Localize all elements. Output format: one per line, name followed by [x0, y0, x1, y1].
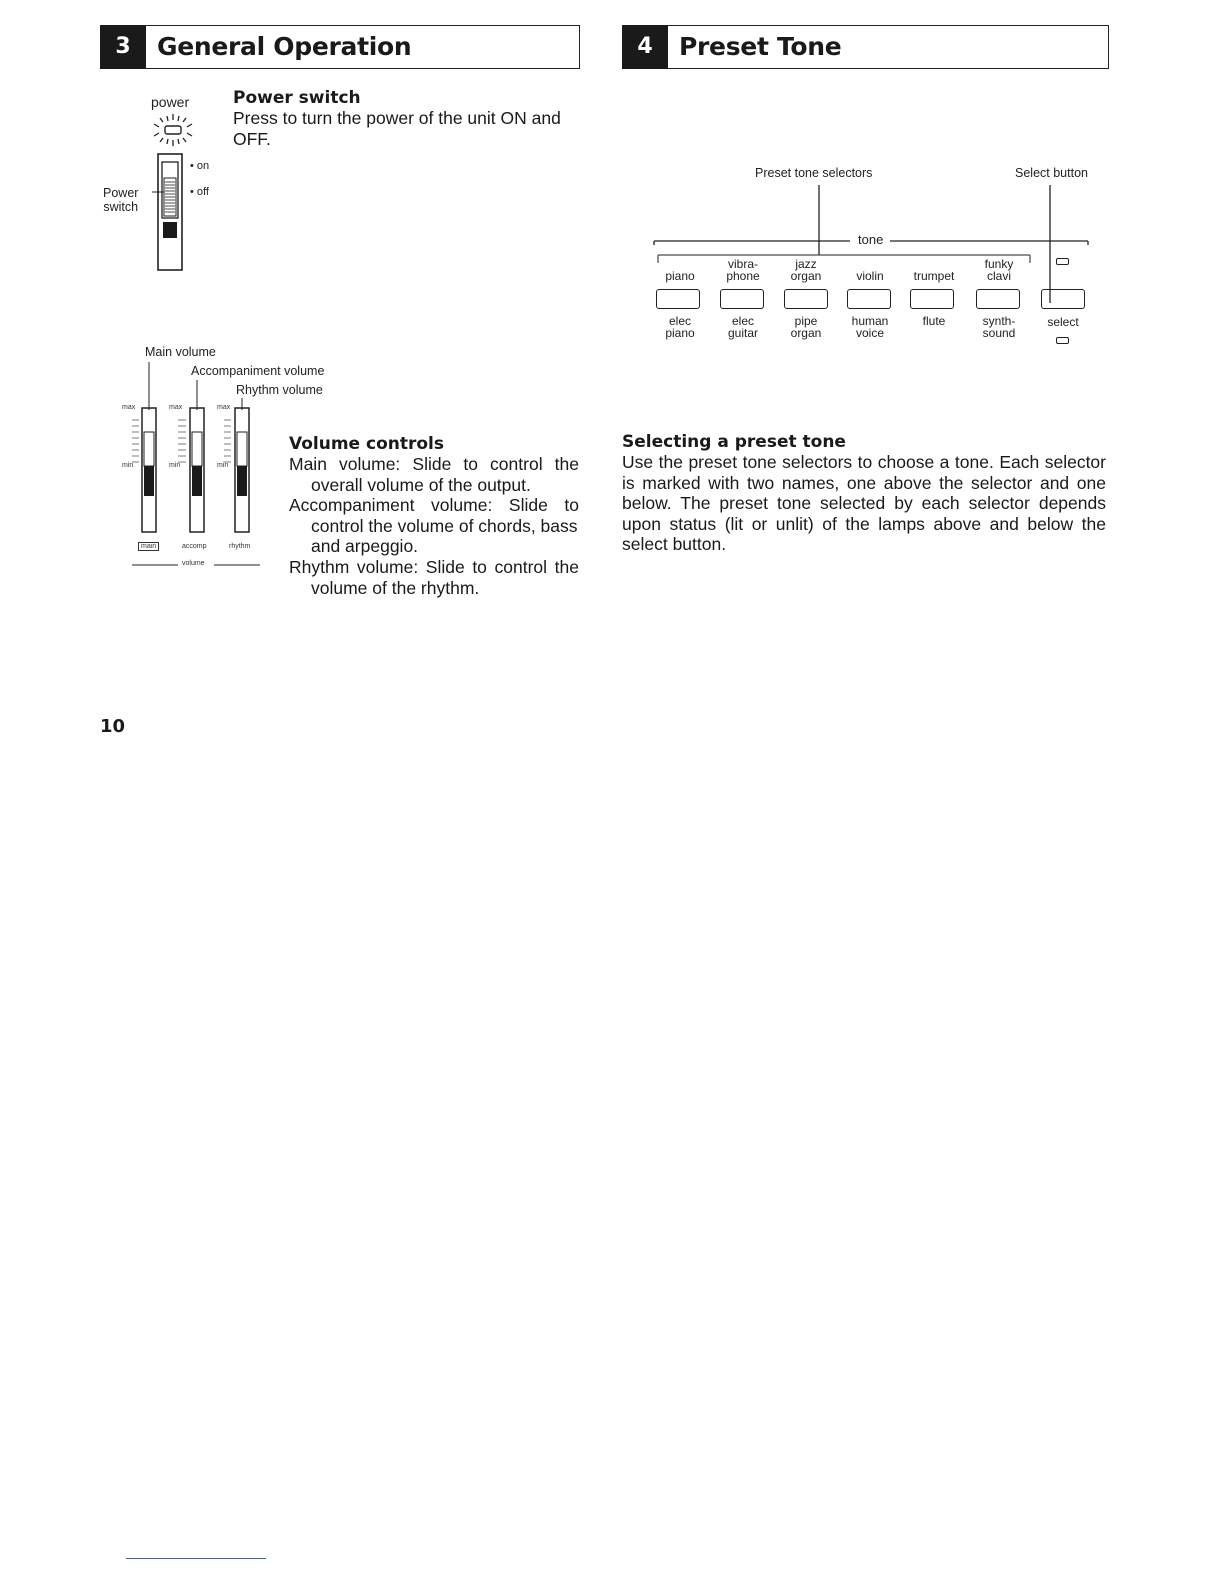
volume-controls-list	[289, 454, 579, 598]
lower-name-2: elec guitar	[727, 314, 759, 340]
preset-tone-selectors-label: Preset tone selectors	[755, 166, 873, 180]
upper-name-2: vibra- phone	[726, 257, 760, 283]
footer-rule	[126, 1558, 266, 1559]
rhythm-volume-label: Rhythm volume	[236, 383, 323, 397]
page-number: 10	[100, 716, 126, 737]
lower-name-5: flute	[922, 314, 946, 328]
power-switch-graphic	[150, 152, 190, 272]
section-3-title: General Operation	[157, 32, 412, 61]
main-volume-item: Main volume: Slide to control the	[289, 454, 579, 474]
lower-name-4: human voice	[851, 314, 889, 340]
selecting-preset-body: Use the preset tone selectors to choose a tone. Each selector is marked with two names, one above the selector and one below. The preset tone selected by each selector depends upon status (lit or unlit) of the lamps above and below the select button.	[622, 452, 1106, 555]
accomp-volume-item-cont: control the volume of chords, bass and arpeggio.	[311, 515, 578, 557]
main-volume-item-cont: overall volume of the output.	[311, 474, 531, 495]
fader-max-label-3: max	[217, 404, 231, 411]
fader-min-label-1: min	[122, 462, 134, 469]
select-button-label: Select button	[1015, 166, 1088, 180]
fader-min-label-2: min	[169, 462, 181, 469]
fader-label-main: main	[138, 542, 159, 551]
lower-name-3: pipe organ	[790, 314, 822, 340]
tone-selector-button-6[interactable]	[976, 289, 1020, 309]
upper-lamp	[1056, 258, 1069, 265]
upper-name-6: funky clavi	[984, 257, 1014, 283]
tone-selector-button-1[interactable]	[656, 289, 700, 309]
upper-name-5: trumpet	[913, 269, 955, 283]
lower-lamp	[1056, 337, 1069, 344]
accomp-volume-item: Accompaniment volume: Slide to	[289, 495, 579, 516]
power-on-label: • on	[190, 160, 210, 172]
tone-selector-button-5[interactable]	[910, 289, 954, 309]
upper-name-4: violin	[856, 269, 884, 283]
select-name: select	[1047, 315, 1079, 329]
power-switch-label: Power switch	[103, 186, 139, 214]
section-3-header	[100, 25, 580, 69]
section-3-number: 3	[100, 25, 146, 69]
fader-max-label-1: max	[122, 404, 136, 411]
section-4-title: Preset Tone	[679, 32, 842, 61]
accomp-volume-label: Accompaniment volume	[191, 364, 325, 378]
fader-label-rhythm: rhythm	[229, 543, 251, 550]
volume-group-label: volume	[182, 560, 205, 567]
tone-selector-button-4[interactable]	[847, 289, 891, 309]
upper-name-3: jazz organ	[790, 257, 822, 283]
power-lamp-label: power	[151, 94, 190, 110]
power-off-label: • off	[190, 186, 209, 198]
rhythm-volume-item: Rhythm volume: Slide to control the	[289, 556, 579, 577]
lower-name-6: synth- sound	[982, 314, 1016, 340]
section-4-number: 4	[622, 25, 668, 69]
select-button[interactable]	[1041, 289, 1085, 309]
fader-min-label-3: min	[217, 462, 229, 469]
section-4-header	[622, 25, 1109, 69]
tone-selector-button-3[interactable]	[784, 289, 828, 309]
selecting-preset-heading: Selecting a preset tone	[622, 432, 846, 452]
fader-max-label-2: max	[169, 404, 183, 411]
upper-name-1: piano	[665, 269, 695, 283]
fader-label-accomp: accomp	[182, 543, 207, 550]
tone-label: tone	[855, 232, 886, 247]
power-switch-heading: Power switch	[233, 88, 361, 108]
tone-selector-button-2[interactable]	[720, 289, 764, 309]
volume-controls-heading: Volume controls	[289, 434, 444, 454]
main-volume-label: Main volume	[145, 345, 216, 359]
power-switch-body: Press to turn the power of the unit ON and OFF.	[233, 108, 561, 149]
rhythm-volume-item-cont: volume of the rhythm.	[311, 577, 480, 598]
lower-name-1: elec piano	[665, 314, 695, 340]
power-lamp-icon	[138, 112, 208, 148]
